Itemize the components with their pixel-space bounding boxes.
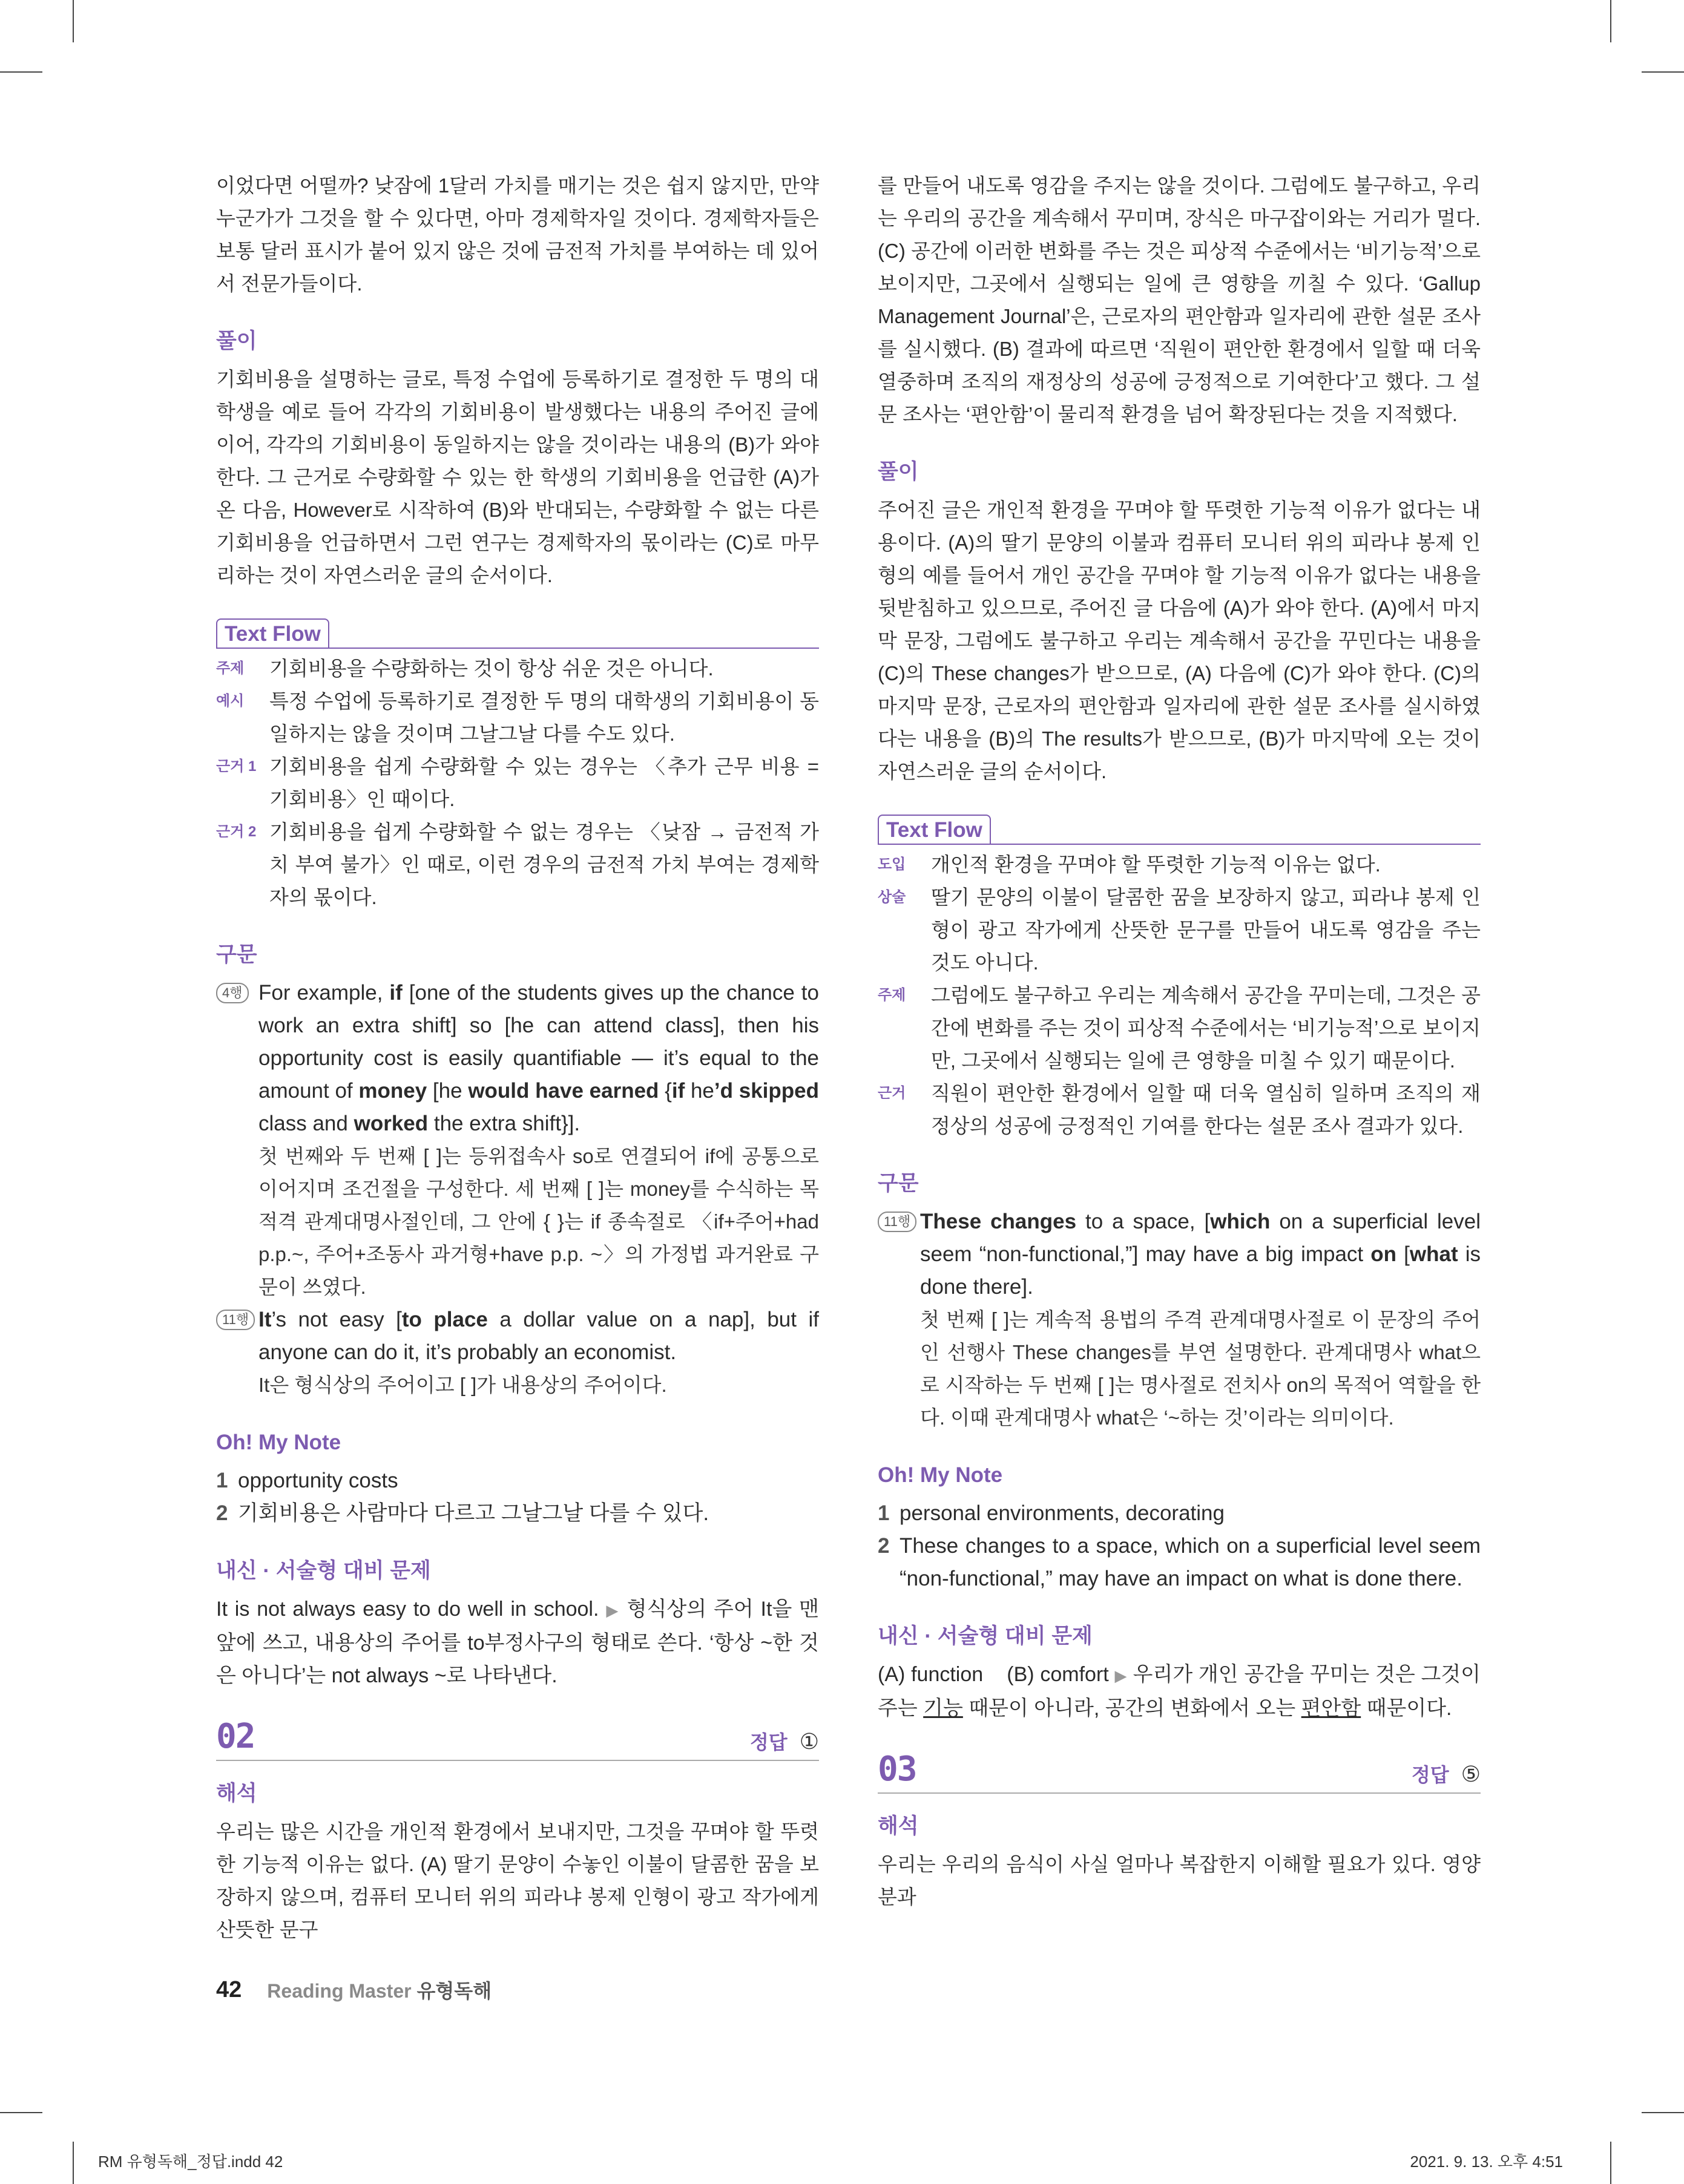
text-flow-tag: 상술	[878, 889, 906, 905]
problem-explanation: 형식상의 주어 It을 맨 앞에 쓰고, 내용상의 주어를 to부정사구의 형태로 쓴다. ‘항상 ~한 것은 아니다’는 not always ~로 나타낸다.	[216, 1598, 820, 1687]
text-flow-text: 기회비용을 쉽게 수량화할 수 있는 경우는 〈추가 근무 비용 = 기회비용〉인 때이다.	[269, 755, 819, 810]
explanation-heading: 풀이	[878, 460, 919, 484]
text-flow-box	[216, 618, 819, 914]
note-heading: Oh! My Note	[878, 1463, 1003, 1487]
book-title	[267, 1976, 492, 2004]
underlined-word: 편안함	[1301, 1697, 1361, 1720]
translation-heading: 해석	[878, 1814, 919, 1838]
note-number: 1	[878, 1501, 890, 1525]
crop-mark	[1642, 71, 1684, 73]
explanation-text: 주어진 글은 개인적 환경을 꾸며야 할 뚜렷한 기능적 이유가 없다는 내용이다. (A)의 딸기 문양의 이불과 컴퓨터 모니터 위의 피라냐 봉제 인형의 예를 들어서 개인 공간을 꾸며야 할 기능적 이유가 없다는 내용을 뒷받침하고 있으므로, 주어진 글 다음에 (A)가 와야 한다. (A)에서 마지막 문장, 그럼에도 불구하고 우리는 계속해서 공간을 꾸민다는 내용을 (C)의 These changes가 받으므로, (A) 다음에 (C)가 와야 한다. (C)의 마지막 문장, 근로자의 편안함과 일자리에 관한 설문 조사를 실시하였다는 내용을 (B)의 The results가 받으므로, (B)가 마지막에 오는 것이 자연스러운 글의 순서이다.	[878, 499, 1481, 782]
translation-text: 우리는 우리의 음식이 사실 얼마나 복잡한지 이해할 필요가 있다. 영양분과	[878, 1853, 1481, 1908]
page-number: 42	[216, 1976, 242, 2002]
note-text: These changes to a space, which on a superficial level seem “non-functional,” may have an impact on what is done there.	[900, 1534, 1481, 1590]
question-header	[216, 1719, 819, 1761]
note-number: 2	[216, 1501, 228, 1525]
explanation-heading: 풀이	[216, 329, 257, 353]
grammar-item	[216, 977, 819, 1304]
note-item	[216, 1464, 819, 1497]
question-number: 03	[878, 1749, 916, 1789]
crop-mark	[0, 2112, 42, 2113]
problem-text	[216, 1593, 819, 1692]
problem-text	[878, 1658, 1481, 1725]
grammar-sentence: It’s not easy [to place a dollar value on a nap], but if anyone can do it, it’s probably an economist.	[258, 1308, 819, 1364]
translation-continued: 이었다면 어떨까? 낮잠에 1달러 가치를 매기는 것은 쉽지 않지만, 만약 누군가가 그것을 할 수 있다면, 아마 경제학자일 것이다. 경제학자들은 보통 달러 표시가 붙어 있지 않은 것에 금전적 가치를 부여하는 데 있어서 전문가들이다.	[216, 174, 819, 295]
crop-mark	[0, 71, 42, 73]
text-flow-text: 그럼에도 불구하고 우리는 계속해서 공간을 꾸미는데, 그것은 공간에 변화를 주는 것이 피상적 수준에서는 ‘비기능적’으로 보이지만, 그곳에서 실행되는 일에 큰 영향을 미칠 수 있기 때문이다.	[931, 984, 1481, 1072]
page-footer	[216, 1976, 492, 2004]
answer-key	[750, 1727, 819, 1755]
question-number: 02	[216, 1717, 255, 1756]
question-header	[878, 1751, 1481, 1794]
grammar-explanation: It은 형식상의 주어이고 [ ]가 내용상의 주어이다.	[258, 1374, 667, 1396]
problem-heading: 내신 · 서술형 대비 문제	[878, 1624, 1093, 1648]
text-flow-item	[216, 750, 819, 816]
grammar-explanation: 첫 번째와 두 번째 [ ]는 등위접속사 so로 연결되어 if에 공통으로 이어지며 조건절을 구성한다. 세 번째 [ ]는 money를 수식하는 목적격 관계대명사절인데, 그 안에 { }는 if 종속절로 〈if+주어+had p.p.~, 주어+조동사 과거형+have p.p. ~〉의 가정법 과거완료 구문이 쓰였다.	[258, 1145, 819, 1298]
answer-value: ⑤	[1461, 1762, 1481, 1786]
answer-label: 정답	[1411, 1764, 1449, 1786]
text-flow-item	[878, 1077, 1481, 1143]
note-text: personal environments, decorating	[900, 1501, 1225, 1525]
problem-explanation: 우리가 개인 공간을 꾸미는 것은 그것이 주는	[878, 1663, 1481, 1720]
note-item	[878, 1497, 1481, 1530]
text-flow-rule	[878, 844, 1481, 845]
triangle-arrow-icon: ▶	[1114, 1667, 1127, 1685]
text-flow-title: Text Flow	[216, 618, 329, 648]
text-flow-item	[216, 685, 819, 750]
translation-text: 우리는 많은 시간을 개인적 환경에서 보내지만, 그것을 꾸며야 할 뚜렷한 기능적 이유는 없다. (A) 딸기 문양이 수놓인 이불이 달콤한 꿈을 보장하지 않으며, 컴퓨터 모니터 위의 피라냐 봉제 인형이 광고 작가에게 산뜻한 문구	[216, 1820, 819, 1941]
answer-key	[1412, 1760, 1481, 1788]
note-text: opportunity costs	[238, 1469, 398, 1492]
print-slug-date: 2021. 9. 13. 오후 4:51	[1410, 2153, 1563, 2171]
note-heading: Oh! My Note	[216, 1431, 341, 1454]
crop-mark	[1610, 0, 1611, 42]
crop-mark	[1610, 2142, 1611, 2184]
note-text: 기회비용은 사람마다 다르고 그날그날 다를 수 있다.	[238, 1501, 709, 1525]
grammar-heading: 구문	[878, 1172, 919, 1195]
translation-continued: 를 만들어 내도록 영감을 주지는 않을 것이다. 그럼에도 불구하고, 우리는 우리의 공간을 계속해서 꾸미며, 장식은 마구잡이와는 거리가 멀다. (C) 공간에 이러한 변화를 주는 것은 피상적 수준에서는 ‘비기능적’으로 보이지만, 그곳에서 실행되는 일에 큰 영향을 끼칠 수 있다. ‘Gallup Management Journal’은, 근로자의 편안함과 일자리에 관한 설문 조사를 실시했다. (B) 결과에 따르면 ‘직원이 편안한 환경에서 일할 때 더욱 열중하며 조직의 재정상의 성공에 긍정적으로 기여한다’고 했다. 그 설문 조사는 ‘편안함’이 물리적 환경을 넘어 확장된다는 것을 지적했다.	[878, 174, 1481, 425]
book-title-main: Reading Master	[267, 1980, 412, 2002]
text-flow-text: 딸기 문양의 이불이 달콤한 꿈을 보장하지 않고, 피라냐 봉제 인형이 광고 작가에게 산뜻한 문구를 만들어 내도록 영감을 주는 것도 아니다.	[931, 886, 1481, 974]
answer-label: 정답	[749, 1731, 788, 1753]
note-item	[878, 1530, 1481, 1595]
left-column	[216, 169, 819, 1946]
problem-heading: 내신 · 서술형 대비 문제	[216, 1559, 431, 1582]
text-flow-text: 기회비용을 수량화하는 것이 항상 쉬운 것은 아니다.	[269, 657, 714, 680]
underlined-word: 기능	[923, 1697, 963, 1720]
text-flow-text: 기회비용을 쉽게 수량화할 수 없는 경우는 〈낮잠 → 금전적 가치 부여 불가〉인 때로, 이런 경우의 금전적 가치 부여는 경제학자의 몫이다.	[269, 821, 819, 908]
text-flow-title: Text Flow	[878, 815, 991, 844]
text-flow-item	[878, 979, 1481, 1077]
crop-mark	[73, 0, 74, 42]
problem-answer-b: (B) comfort	[1007, 1663, 1109, 1686]
crop-mark	[73, 2142, 74, 2184]
right-column	[878, 169, 1481, 1913]
explanation-text: 기회비용을 설명하는 글로, 특정 수업에 등록하기로 결정한 두 명의 대학생을 예로 들어 각각의 기회비용이 발생했다는 내용의 주어진 글에 이어, 각각의 기회비용이 동일하지는 않을 것이라는 내용의 (B)가 와야 한다. 그 근거로 수량화할 수 있는 한 학생의 기회비용을 언급한 (A)가 온 다음, However로 시작하여 (B)와 반대되는, 수량화할 수 없는 다른 기회비용을 언급하면서 그런 연구는 경제학자의 몫이라는 (C)로 마무리하는 것이 자연스러운 글의 순서이다.	[216, 368, 819, 586]
grammar-sentence: For example, if [one of the students gives up the chance to work an extra shift] so [he can attend class], then his opportunity cost is easily quantifiable — it’s equal to the amount of money [he would have earned {if he’d skipped class and worked the extra shift}].	[258, 981, 819, 1135]
crop-mark	[1642, 2112, 1684, 2113]
note-item	[216, 1497, 819, 1530]
line-number-badge: 11행	[878, 1212, 916, 1232]
line-number-badge: 4행	[216, 983, 249, 1003]
text-flow-tag: 주제	[878, 987, 906, 1003]
grammar-explanation: 첫 번째 [ ]는 계속적 용법의 주격 관계대명사절로 이 문장의 주어인 선행사 These changes를 부연 설명한다. 관계대명사 what으로 시작하는 두 번째 [ ]는 명사절로 전치사 on의 목적어 역할을 한다. 이때 관계대명사 what은 ‘~하는 것’이라는 의미이다.	[920, 1308, 1481, 1429]
answer-value: ①	[799, 1729, 819, 1754]
text-flow-item	[216, 652, 819, 685]
text-flow-item	[878, 848, 1481, 881]
problem-explanation: 때문이다.	[1366, 1697, 1452, 1720]
problem-explanation: 때문이 아니라, 공간의 변화에서 오는	[969, 1697, 1296, 1720]
note-number: 1	[216, 1469, 228, 1492]
text-flow-tag: 근거 2	[216, 824, 257, 840]
text-flow-tag: 도입	[878, 856, 906, 873]
text-flow-rule	[216, 648, 819, 649]
text-flow-text: 직원이 편안한 환경에서 일할 때 더욱 열심히 일하며 조직의 재정상의 성공에 긍정적인 기여를 한다는 설문 조사 결과가 있다.	[931, 1082, 1481, 1137]
translation-heading: 해석	[216, 1782, 257, 1805]
text-flow-tag: 예시	[216, 693, 245, 709]
grammar-heading: 구문	[216, 943, 257, 966]
text-flow-tag: 근거 1	[216, 758, 257, 775]
text-flow-item	[878, 881, 1481, 979]
text-flow-tag: 근거	[878, 1085, 906, 1101]
text-flow-text: 개인적 환경을 꾸며야 할 뚜렷한 기능적 이유는 없다.	[931, 853, 1381, 876]
line-number-badge: 11행	[216, 1310, 255, 1330]
print-slug-file: RM 유형독해_정답.indd 42	[98, 2153, 283, 2171]
text-flow-box	[878, 815, 1481, 1143]
grammar-item	[216, 1304, 819, 1402]
grammar-sentence: These changes to a space, [which on a superficial level seem “non-functional,”] may have a big impact on [what is done there].	[920, 1210, 1481, 1299]
grammar-item	[878, 1205, 1481, 1434]
triangle-arrow-icon: ▶	[606, 1601, 620, 1619]
book-subtitle: 유형독해	[416, 1980, 492, 2002]
problem-answer: It is not always easy to do well in school.	[216, 1598, 599, 1621]
text-flow-item	[216, 816, 819, 914]
problem-answer-a: (A) function	[878, 1663, 984, 1686]
text-flow-tag: 주제	[216, 660, 245, 677]
note-number: 2	[878, 1534, 890, 1558]
text-flow-text: 특정 수업에 등록하기로 결정한 두 명의 대학생의 기회비용이 동일하지는 않을 것이며 그날그날 다를 수도 있다.	[269, 690, 819, 745]
